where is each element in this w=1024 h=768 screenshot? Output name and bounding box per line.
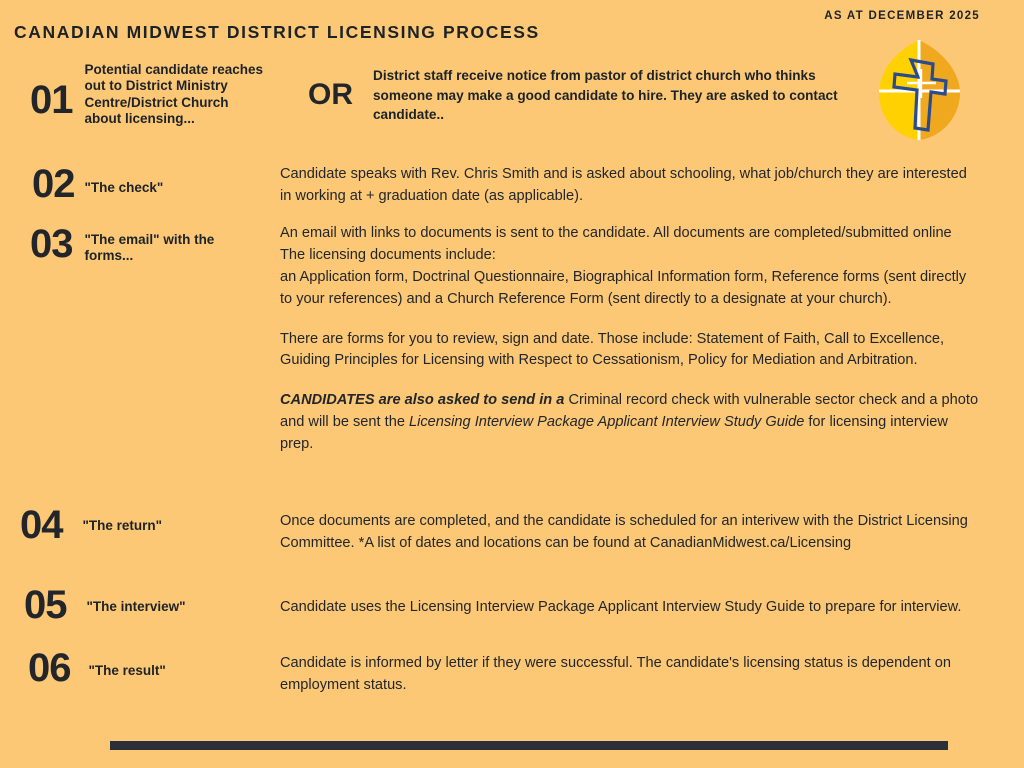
footer-divider-rule	[110, 741, 948, 750]
or-connector: OR	[308, 78, 353, 111]
step-number-04: 04	[20, 503, 63, 547]
step-body-02	[280, 164, 980, 208]
step-body-02-paragraph-1: Candidate speaks with Rev. Chris Smith and is asked about schooling, what job/church they are interested in working at + graduation date (as applicable).	[280, 166, 967, 204]
step-number-02: 02	[32, 162, 75, 206]
step-number-03: 03	[30, 222, 73, 266]
step-number-01: 01	[30, 78, 73, 122]
step-body-03-paragraph-2: There are forms for you to review, sign and date. Those include: Statement of Faith, Call to Excellence, Guiding Principles for Licensing with Respect to Cessationism, Policy for Mediation and Arbitration.	[280, 330, 945, 369]
step-row-01	[30, 62, 265, 128]
step-body-04	[280, 511, 980, 555]
page-title: CANADIAN MIDWEST DISTRICT LICENSING PROCESS	[14, 22, 540, 42]
step-body-05-paragraph-1: Candidate uses the Licensing Interview Package Applicant Interview Study Guide to prepare for interview.	[280, 599, 962, 615]
step-body-03-paragraph-1	[280, 223, 980, 311]
alternate-path-text: District staff receive notice from pastor of district church who thinks someone may make a good candidate to hire. They are asked to contact candidate..	[373, 68, 838, 123]
step-row-05	[24, 585, 186, 625]
step-label-05: "The interview"	[86, 599, 186, 614]
candidates-emphasis-tail: for licensing interview prep.	[280, 414, 948, 453]
as-at-date-note: AS AT DECEMBER 2025	[824, 10, 980, 22]
alternate-path-block	[308, 66, 843, 125]
step-body-03	[280, 223, 980, 456]
step-row-02	[32, 164, 163, 204]
candidates-emphasis-lead: CANDIDATES are also asked to send in a	[280, 392, 565, 409]
step-label-04: "The return"	[82, 518, 163, 533]
step-body-06-paragraph-1: Candidate is informed by letter if they were successful. The candidate's licensing status is dependent on employment status.	[280, 655, 951, 693]
step-row-04	[20, 505, 162, 545]
step-label-06: "The result"	[88, 663, 166, 678]
step-body-06	[280, 653, 980, 697]
step-body-04-paragraph-1: Once documents are completed, and the candidate is scheduled for an interivew with the District Licensing Committee. *A list of dates and locations can be found at CanadianMidwest.ca/Licensing	[280, 513, 968, 551]
step-body-05	[280, 597, 980, 619]
step-body-03-line-2: an Application form, Doctrinal Questionnaire, Biographical Information form, Reference forms (sent directly to your references) and a Church Reference Form (sent directly to a designate at your church).	[280, 268, 967, 307]
step-row-06	[28, 648, 166, 688]
step-body-03-line-1: An email with links to documents is sent to the candidate. All documents are completed/submitted online The licensing documents include:	[280, 225, 952, 263]
step-number-05: 05	[24, 583, 67, 627]
step-body-03-paragraph-3	[280, 390, 980, 456]
step-label-03: "The email" with the forms...	[84, 232, 215, 264]
study-guide-title: Licensing Interview Package Applicant Interview Study Guide	[409, 414, 805, 431]
step-row-03	[30, 224, 255, 265]
step-label-01: Potential candidate reaches out to District Ministry Centre/District Church about licensing...	[84, 62, 264, 127]
step-number-06: 06	[28, 646, 71, 690]
canadian-midwest-district-logo	[876, 38, 962, 142]
step-label-02: "The check"	[84, 180, 164, 195]
candidates-emphasis-middle: Criminal record check with vulnerable sector check and a photo and will be sent the	[280, 392, 979, 431]
